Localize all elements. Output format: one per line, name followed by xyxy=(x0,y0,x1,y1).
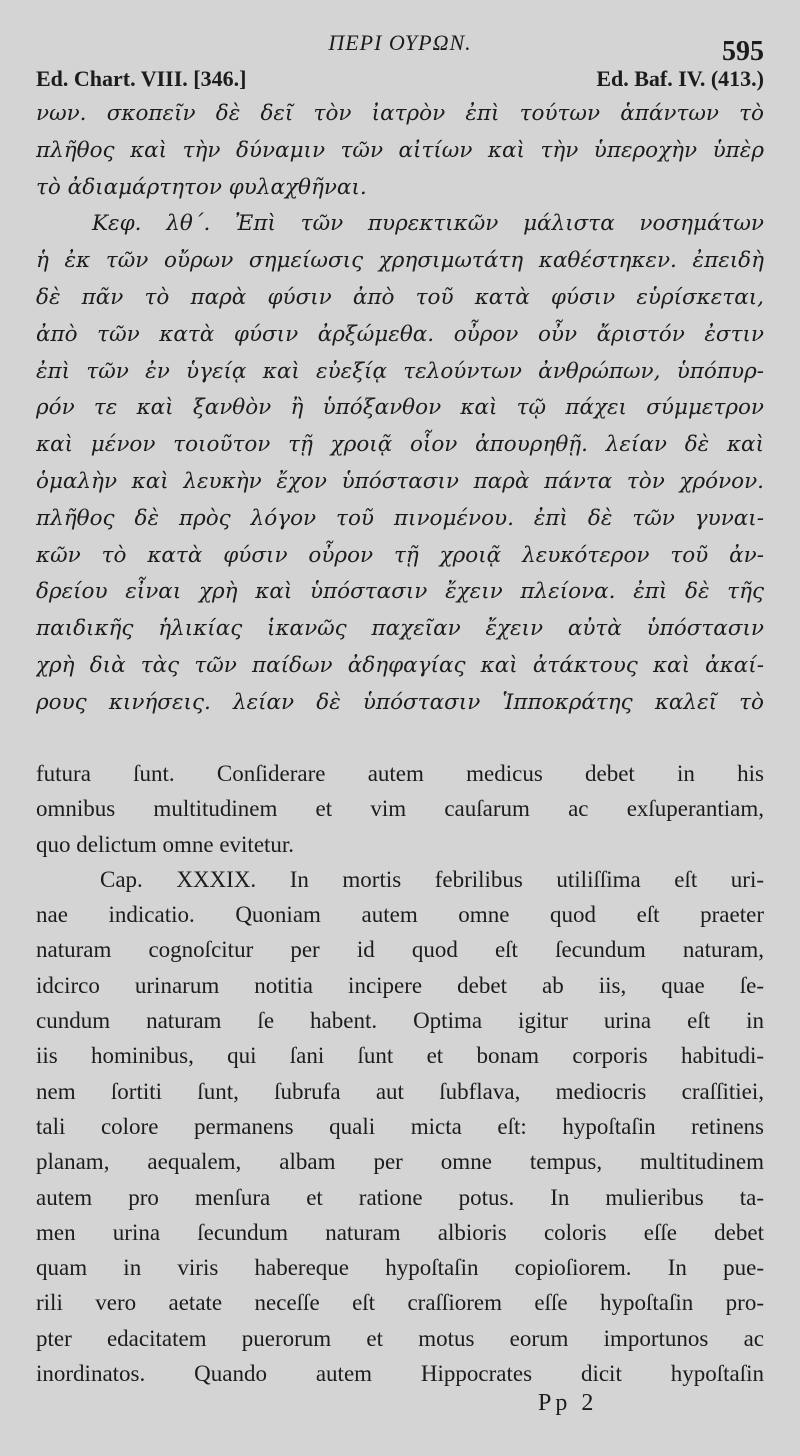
latin-line: nae indicatio. Quoniam autem omne quod eſt praeter xyxy=(36,902,764,928)
latin-line: planam, aequalem, albam per omne tempus, multitudinem xyxy=(36,1149,764,1175)
latin-line: quam in viris habereque hypoſtaſin copioſiorem. In pue- xyxy=(36,1255,764,1281)
greek-line: ἡ ἐκ τῶν οὔρων σημείωσις χρησιμωτάτη καθέστηκεν. ἐπειδὴ xyxy=(36,248,764,274)
latin-line: omnibus multitudinem et vim cauſarum ac exſuperantiam, xyxy=(36,796,764,822)
greek-line: χρὴ διὰ τὰς τῶν παίδων ἀδηφαγίας καὶ ἀτάκτους καὶ ἀκαί- xyxy=(36,652,764,678)
greek-line: ρους κινήσεις. λείαν δὲ ὑπόστασιν Ἱπποκράτης καλεῖ τὸ xyxy=(36,689,764,715)
greek-line: ἐπὶ τῶν ἐν ὑγείᾳ καὶ εὐεξίᾳ τελούντων ἀνθρώπων, ὑπόπυρ- xyxy=(36,358,764,384)
greek-line: πλῆθος καὶ τὴν δύναμιν τῶν αἰτίων καὶ τὴν ὑπεροχὴν ὑπὲρ xyxy=(36,137,764,163)
latin-line: iis hominibus, qui ſani ſunt et bonam corporis habitudi- xyxy=(36,1043,764,1069)
latin-line: futura ſunt. Conſiderare autem medicus debet in his xyxy=(36,761,764,786)
latin-line: naturam cognoſcitur per id quod eſt ſecundum naturam, xyxy=(36,937,764,963)
latin-line: Cap. XXXIX. In mortis febrilibus utiliſſima eſt uri- xyxy=(100,866,764,892)
latin-line: rili vero aetate neceſſe eſt craſſiorem eſſe hypoſtaſin pro- xyxy=(36,1290,764,1316)
latin-line: idcirco urinarum notitia incipere debet ab iis, quae ſe- xyxy=(36,972,764,998)
greek-line: παιδικῆς ἡλικίας ἱκανῶς παχεῖαν ἔχειν αὐτὰ ὑπόστασιν xyxy=(36,616,764,642)
latin-line: men urina ſecundum naturam albioris coloris eſſe debet xyxy=(36,1219,764,1245)
latin-line: pter edacitatem puerorum et motus eorum importunos ac xyxy=(36,1325,764,1351)
greek-line: κῶν τὸ κατὰ φύσιν οὖρον τῇ χροιᾷ λευκότερον τοῦ ἀν- xyxy=(36,542,764,568)
greek-line: ὁμαλὴν καὶ λευκὴν ἔχον ὑπόστασιν παρὰ πάντα τὸν χρόνον. xyxy=(36,468,764,494)
greek-line: ἀπὸ τῶν κατὰ φύσιν ἀρξώμεθα. οὖρον οὖν ἄριστόν ἐστιν xyxy=(36,321,764,347)
running-title: ΠΕΡΙ ΟΥΡΩΝ. xyxy=(328,30,472,55)
page-number: 595 xyxy=(722,36,764,67)
latin-line: inordinatos. Quando autem Hippocrates dicit hypoſtaſin xyxy=(36,1361,764,1387)
edition-reference-basel: Ed. Baf. IV. (413.) xyxy=(596,66,764,91)
greek-line: τὸ ἀδιαμάρτητον φυλαχθῆναι. xyxy=(36,174,367,200)
latin-text-block xyxy=(36,756,764,1391)
latin-line: nem ſortiti ſunt, ſubrufa aut ſubflava, mediocris craſſitiei, xyxy=(36,1078,764,1104)
greek-line: καὶ μένον τοιοῦτον τῇ χροιᾷ οἷον ἀπουρηθῇ. λείαν δὲ καὶ xyxy=(36,432,764,458)
edition-reference-chartier: Ed. Chart. VIII. [346.] xyxy=(36,66,247,91)
greek-line: ρόν τε καὶ ξανθὸν ἢ ὑπόξανθον καὶ τῷ πάχει σύμμετρον xyxy=(36,395,764,421)
greek-line: νων. σκοπεῖν δὲ δεῖ τὸν ἰατρὸν ἐπὶ τούτων ἁπάντων τὸ xyxy=(36,101,764,126)
greek-line: Κεφ. λθ΄. Ἐπὶ τῶν πυρεκτικῶν μάλιστα νοσημάτων xyxy=(92,211,764,237)
greek-text-block xyxy=(36,96,764,722)
greek-line: δὲ πᾶν τὸ παρὰ φύσιν ἀπὸ τοῦ κατὰ φύσιν εὑρίσκεται, xyxy=(36,284,764,310)
greek-line: πλῆθος δὲ πρὸς λόγον τοῦ πινομένου. ἐπὶ δὲ τῶν γυναι- xyxy=(36,505,764,531)
printer-signature-mark: Pp 2 xyxy=(538,1390,598,1416)
latin-line: tali colore permanens quali micta eſt: hypoſtaſin retinens xyxy=(36,1113,764,1139)
latin-line: autem pro menſura et ratione potus. In mulieribus ta- xyxy=(36,1184,764,1210)
latin-line: quo delictum omne evitetur. xyxy=(36,831,295,857)
greek-line: δρείου εἶναι χρὴ καὶ ὑπόστασιν ἔχειν πλείονα. ἐπὶ δὲ τῆς xyxy=(36,579,764,605)
latin-line: cundum naturam ſe habent. Optima igitur urina eſt in xyxy=(36,1008,764,1034)
